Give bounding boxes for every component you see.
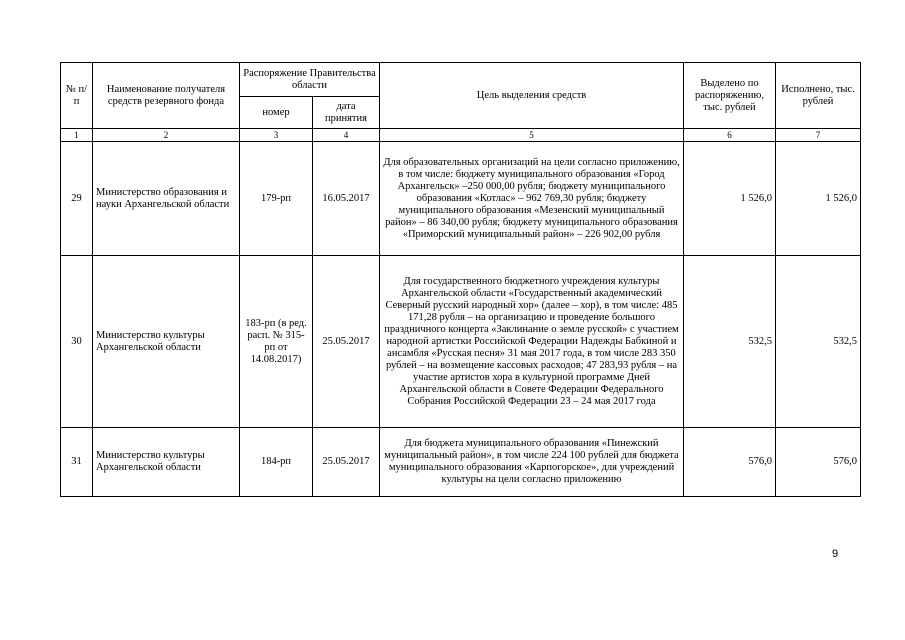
header-order-number: номер <box>240 97 313 129</box>
row-purpose: Для государственного бюджетного учреждения культуры Архангельской области «Государственный академический Северный русский народный хор» (далее – хор), в том числе: 485 171,28 рубля – на организацию и проведение большого праздничного концерта «Заклинание о земле русской» с участием народной артистки Российской Федерации Надежды Бабкиной и ансамбля «Русская песня» 31 мая 2017 года, в том числе 283 350 рублей – на возмещение кассовых расходов; 47 283,93 рубля – на участие артистов хора в культурной программе Дней Архангельской области в Совете Федерации Федерального Собрания Российской Федерации 23 – 24 мая 2017 года <box>380 256 684 428</box>
column-number: 7 <box>776 129 861 142</box>
row-allocated: 532,5 <box>684 256 776 428</box>
row-purpose: Для бюджета муниципального образования «Пинежский муниципальный район», в том числе 224 100 рублей для бюджета муниципального образования «Карпогорское», для учреждений культуры на цели согласно приложению <box>380 428 684 497</box>
column-number: 4 <box>313 129 380 142</box>
column-number: 5 <box>380 129 684 142</box>
header-recipient: Наименование получателя средств резервного фонда <box>93 63 240 129</box>
table-row <box>61 256 861 428</box>
row-num: 31 <box>61 428 93 497</box>
table-row <box>61 428 861 497</box>
row-recipient: Министерство культуры Архангельской области <box>93 428 240 497</box>
row-recipient: Министерство культуры Архангельской области <box>93 256 240 428</box>
header-allocated: Выделено по распоряжению, тыс. рублей <box>684 63 776 129</box>
page-number: 9 <box>832 548 839 560</box>
header-purpose: Цель выделения средств <box>380 63 684 129</box>
column-number: 1 <box>61 129 93 142</box>
column-number: 3 <box>240 129 313 142</box>
allocation-table <box>60 62 861 497</box>
header-executed: Исполнено, тыс. рублей <box>776 63 861 129</box>
row-executed: 532,5 <box>776 256 861 428</box>
row-allocated: 1 526,0 <box>684 142 776 256</box>
row-order-date: 25.05.2017 <box>313 428 380 497</box>
column-number-row <box>61 129 861 142</box>
row-executed: 1 526,0 <box>776 142 861 256</box>
row-order-number: 179-рп <box>240 142 313 256</box>
header-order-date: дата принятия <box>313 97 380 129</box>
header-num: № п/п <box>61 63 93 129</box>
row-num: 30 <box>61 256 93 428</box>
row-order-number: 183-рп (в ред. расп. № 315-рп от 14.08.2017) <box>240 256 313 428</box>
row-order-number: 184-рп <box>240 428 313 497</box>
column-number: 2 <box>93 129 240 142</box>
header-order-group: Распоряжение Правительства области <box>240 63 380 97</box>
row-allocated: 576,0 <box>684 428 776 497</box>
row-num: 29 <box>61 142 93 256</box>
table-row <box>61 142 861 256</box>
row-executed: 576,0 <box>776 428 861 497</box>
row-order-date: 16.05.2017 <box>313 142 380 256</box>
column-number: 6 <box>684 129 776 142</box>
row-order-date: 25.05.2017 <box>313 256 380 428</box>
row-purpose: Для образовательных организаций на цели согласно приложению, в том числе: бюджету муниципального образования «Город Архангельск» –250 000,00 рубля; бюджету муниципального образования «Котлас» – 962 769,30 рубля; бюджету муниципального образования «Мезенский муниципальный район» – 86 340,00 рубля; бюджету муниципального образования «Приморский муниципальный район» – 226 902,00 рубля <box>380 142 684 256</box>
row-recipient: Министерство образования и науки Архангельской области <box>93 142 240 256</box>
